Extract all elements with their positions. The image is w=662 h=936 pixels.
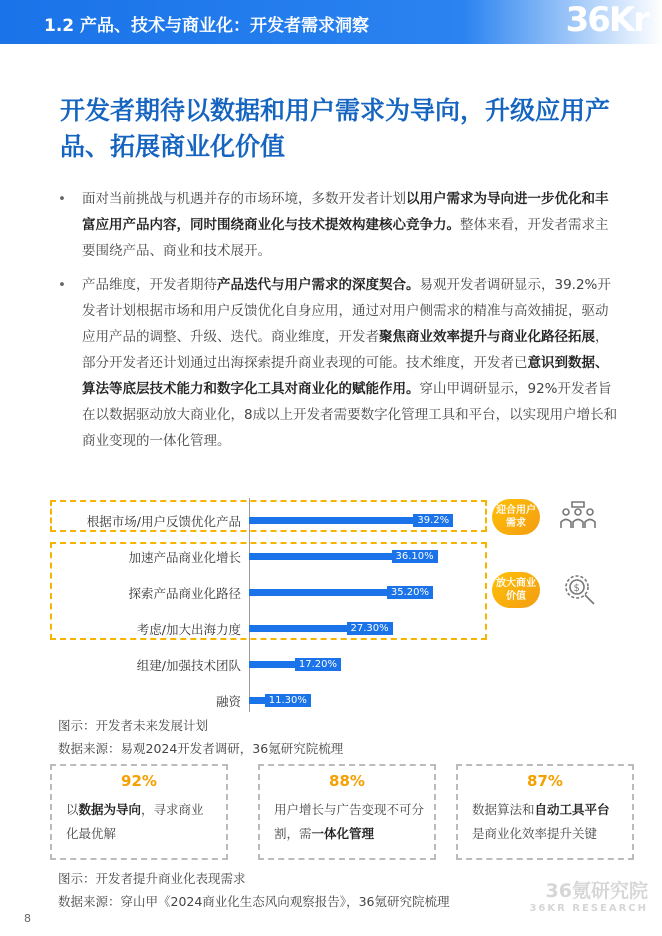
bar-value-label: 17.20% — [295, 658, 341, 671]
section-title: 1.2 产品、技术与商业化：开发者需求洞察 — [44, 16, 370, 36]
group-tag-user-needs: 迎合用户需求 — [492, 499, 540, 535]
chart-caption: 图示：开发者未来发展计划 — [58, 718, 209, 733]
bar-value-label: 39.2% — [413, 514, 453, 527]
bar-label: 融资 — [215, 694, 241, 709]
stat-text: 用户增长与广告变现不可分割，需一体化管理 — [274, 802, 425, 841]
group-tag-business-value: 放大商业价值 — [492, 572, 540, 608]
watermark — [529, 876, 648, 914]
bar-value-label: 36.10% — [392, 550, 438, 563]
stat-card-2 — [258, 764, 436, 860]
stat-number: 92% — [121, 772, 157, 790]
stat-text: 数据算法和自动工具平台是商业化效率提升关键 — [472, 802, 610, 841]
stat-card-3 — [456, 764, 634, 860]
bullet-item-2: • 产品维度，开发者期待产品迭代与用户需求的深度契合。易观开发者调研显示，39.2%开发者计划根据市场和用户反馈优化自身应用，通过对用户侧需求的精准与高效捕捉，驱动应用产品的调整、升级、迭代。商业维度，开发者聚焦商业效率提升与商业化路径拓展，部分开发者还计划通过出海探索提升商业表现的可能。技术维度，开发者已意识到数据、算法等底层技术能力和数字化工具对商业化的赋能作用。穿山甲调研显示，92%开发者旨在以数据驱动放大商业化，8成以上开发者需要数字化管理工具和平台，以实现用户增长和商业变现的一体化管理。 — [58, 272, 618, 454]
users-icon — [558, 498, 598, 539]
page-title: 开发者期待以数据和用户需求为导向，升级应用产品、拓展商业化价值 — [60, 96, 611, 161]
stat-card-1 — [50, 764, 228, 860]
stat-number: 88% — [329, 772, 365, 790]
bullet-item-1: • 面对当前挑战与机遇并存的市场环境，多数开发者计划以用户需求为导向进一步优化和丰富应用产品内容，同时围绕商业化与技术提效构建核心竞争力。整体来看，开发者需求主要围绕产品、商业和技术展开。 — [58, 186, 618, 264]
bar-label: 考虑/加大出海力度 — [136, 622, 241, 637]
bar-chart — [50, 498, 610, 716]
money-search-icon — [560, 570, 600, 617]
bar-label: 根据市场/用户反馈优化产品 — [86, 514, 241, 529]
svg-text:$: $ — [573, 583, 580, 594]
stats-source: 数据来源：穿山甲《2024商业化生态风向观察报告》，36氪研究院梳理 — [58, 894, 450, 909]
watermark-line-2: 36KR RESEARCH — [529, 903, 648, 914]
logo: 36Kr — [565, 0, 648, 40]
stat-number: 87% — [527, 772, 563, 790]
chart-source: 数据来源：易观2024开发者调研，36氪研究院梳理 — [58, 741, 344, 756]
bar-value-label: 27.30% — [347, 622, 393, 635]
bar-label: 探索产品商业化路径 — [128, 586, 241, 601]
bar-value-label: 11.30% — [265, 694, 311, 707]
stat-text: 以数据为导向，寻求商业化最优解 — [66, 802, 204, 841]
bar-label: 加速产品商业化增长 — [128, 550, 241, 565]
bar-label: 组建/加强技术团队 — [136, 658, 241, 673]
chart-axis — [249, 498, 250, 712]
watermark-line-1: 36氪研究院 — [545, 880, 648, 902]
bar-value-label: 35.20% — [387, 586, 433, 599]
bullet-list — [58, 186, 618, 462]
stats-caption: 图示：开发者提升商业化表现需求 — [58, 871, 246, 886]
page-number: 8 — [24, 912, 31, 925]
